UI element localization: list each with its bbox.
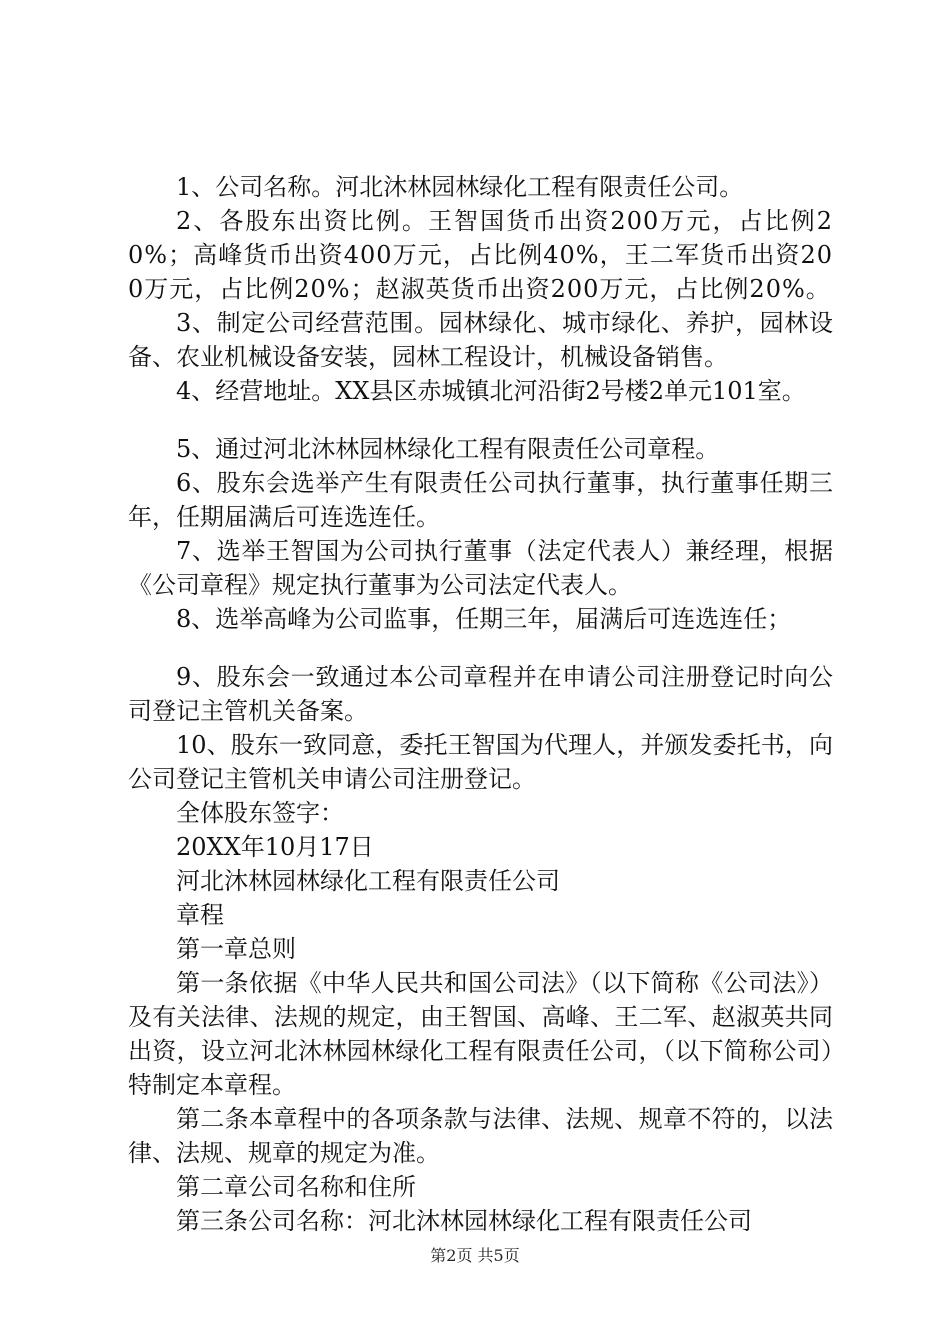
page-number-footer: 第2页 共5页 (430, 1246, 520, 1265)
article-2: 第二条本章程中的各项条款与法律、法规、规章不符的，以法律、法规、规章的规定为准。 (128, 1105, 833, 1167)
signature-line: 全体股东签字： (176, 799, 344, 827)
paragraph-7: 7、选举王智国为公司执行董事（法定代表人）兼经理，根据《公司章程》规定执行董事为公司法定代表人。 (128, 537, 833, 599)
chapter-2-heading: 第二章公司名称和住所 (176, 1173, 416, 1201)
paragraph-8: 8、选举高峰为公司监事，任期三年，届满后可连选连任； (176, 605, 792, 633)
paragraph-10: 10、股东一致同意，委托王智国为代理人，并颁发委托书，向公司登记主管机关申请公司注册登记。 (128, 731, 833, 793)
paragraph-1: 1、公司名称。河北沐林园林绿化工程有限责任公司。 (176, 173, 744, 201)
paragraph-6: 6、股东会选举产生有限责任公司执行董事，执行董事任期三年，任期届满后可连选连任。 (128, 469, 833, 531)
paragraph-gap (128, 408, 833, 432)
paragraph-3: 3、制定公司经营范围。园林绿化、城市绿化、养护，园林设备、农业机械设备安装，园林工程设计，机械设备销售。 (128, 309, 833, 371)
charter-title: 章程 (176, 901, 224, 929)
article-3: 第三条公司名称：河北沐林园林绿化工程有限责任公司 (176, 1207, 752, 1235)
company-name: 河北沐林园林绿化工程有限责任公司 (176, 867, 560, 895)
date-line: 20XX年10月17日 (176, 833, 374, 861)
chapter-1-heading: 第一章总则 (176, 935, 296, 963)
paragraph-gap (128, 636, 833, 660)
paragraph-4: 4、经营地址。XX县区赤城镇北河沿街2号楼2单元101室。 (176, 377, 806, 405)
paragraph-9: 9、股东会一致通过本公司章程并在申请公司注册登记时向公司登记主管机关备案。 (128, 663, 833, 725)
document-body (128, 170, 833, 1238)
paragraph-5: 5、通过河北沐林园林绿化工程有限责任公司章程。 (176, 435, 720, 463)
article-1: 第一条依据《中华人民共和国公司法》（以下简称《公司法》）及有关法律、法规的规定，由王智国、高峰、王二军、赵淑英共同出资，设立河北沐林园林绿化工程有限责任公司，（以下简称公司）特制定本章程。 (128, 969, 833, 1099)
paragraph-2: 2、各股东出资比例。王智国货币出资200万元，占比例20%；高峰货币出资400万元，占比例40%，王二军货币出资200万元，占比例20%；赵淑英货币出资200万元，占比例20%。 (128, 207, 833, 303)
